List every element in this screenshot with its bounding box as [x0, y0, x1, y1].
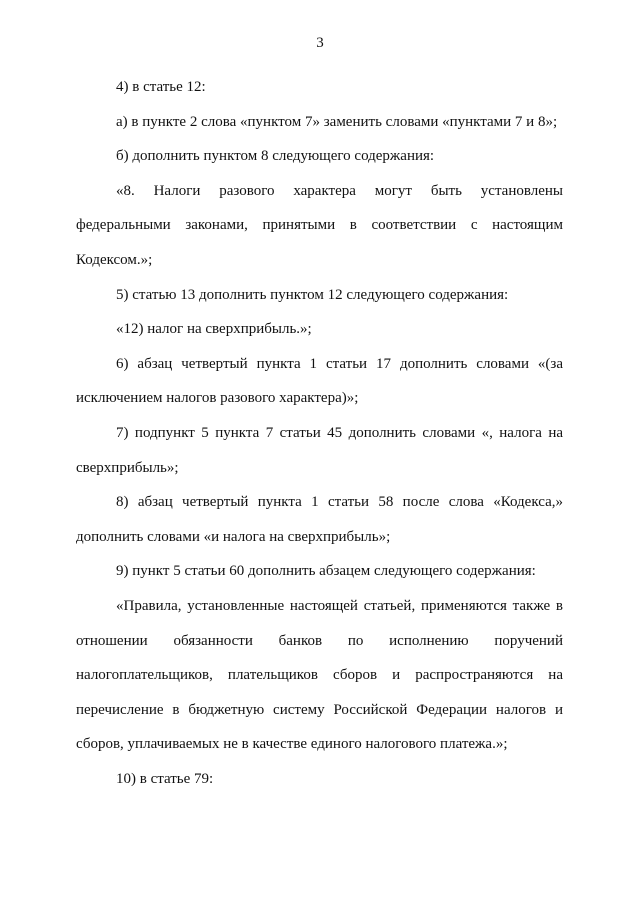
paragraph: 6) абзац четвертый пункта 1 статьи 17 дополнить словами «(за исключением налогов разового характера)»; — [76, 355, 563, 407]
paragraph: 8) абзац четвертый пункта 1 статьи 58 после слова «Кодекса,» дополнить словами «и налога на сверхприбыль»; — [76, 494, 563, 545]
paragraph: «12) налог на сверхприбыль.»; — [116, 321, 312, 338]
paragraph: а) в пункте 2 слова «пунктом 7» заменить словами «пунктами 7 и 8»; — [116, 113, 558, 130]
paragraph: 9) пункт 5 статьи 60 дополнить абзацем следующего содержания: — [116, 563, 536, 580]
paragraph: 7) подпункт 5 пункта 7 статьи 45 дополнить словами «, налога на сверхприбыль»; — [76, 424, 563, 476]
paragraph: 10) в статье 79: — [116, 770, 214, 787]
paragraph: б) дополнить пунктом 8 следующего содержания: — [116, 148, 435, 165]
page-number: 3 — [316, 35, 324, 51]
paragraph: 4) в статье 12: — [116, 79, 206, 95]
paragraph: 5) статью 13 дополнить пунктом 12 следующего содержания: — [116, 286, 509, 303]
document-body — [76, 70, 563, 796]
paragraph: «Правила, установленные настоящей статьей, применяются также в отношении обязанности банков по исполнению поручений налогоплательщиков, плательщиков сборов и распространяются на перечисление в бюджетную систему Российской Федерации налогов и сборов, уплачиваемых не в качестве единого налогового платежа.»; — [76, 597, 563, 753]
paragraph: «8. Налоги разового характера могут быть установлены федеральными законами, принятыми в соответствии с настоящим Кодексом.»; — [76, 182, 563, 268]
